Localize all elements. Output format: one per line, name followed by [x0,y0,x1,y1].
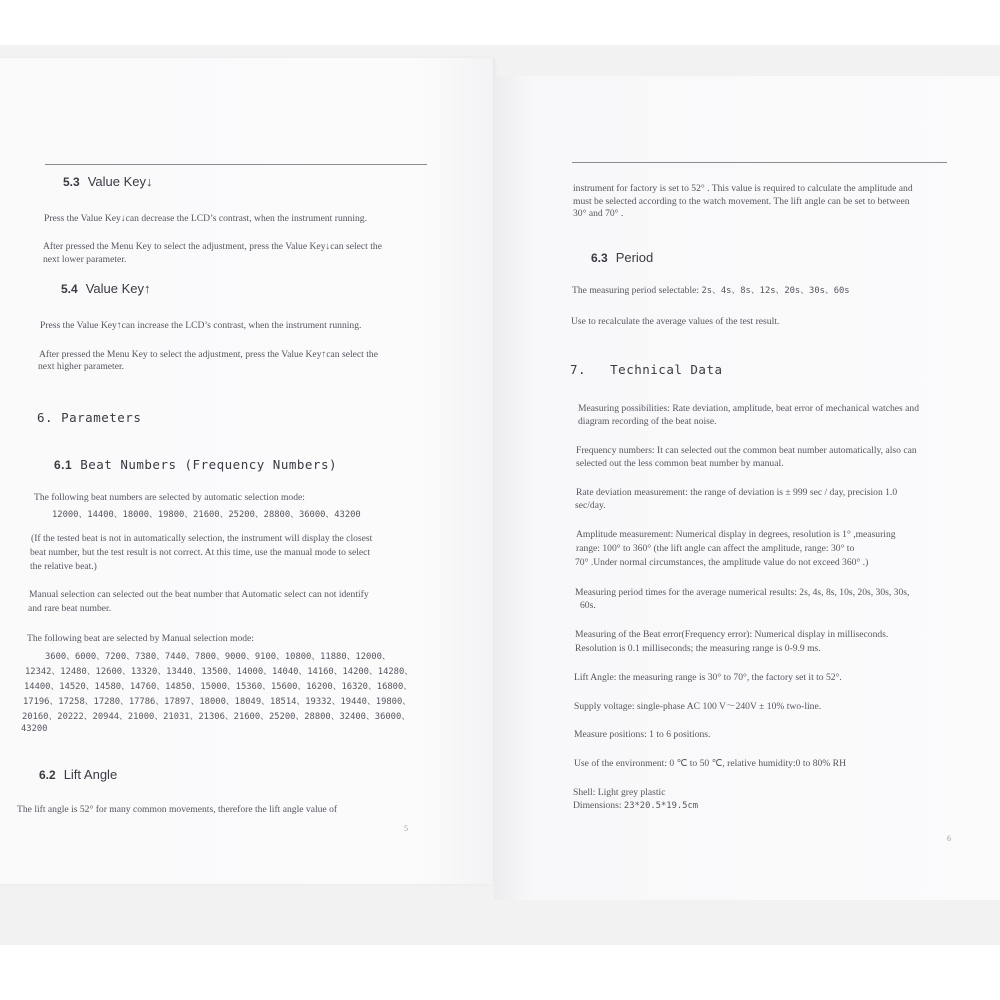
section-heading-5-3: 5.3 Value Key↓ [63,174,153,189]
section-heading-6-1: 6.1 Beat Numbers (Frequency Numbers) [54,457,338,472]
paragraph: Measuring possibilities: Rate deviation, amplitude, beat error of mechanical watches and [578,403,920,414]
dimensions-value: 23*20.5*19.5cm [623,801,699,811]
section-heading-6-3: 6.3 Period [591,250,654,265]
header-rule [45,164,427,165]
paragraph: Press the Value Key↓can decrease the LCD’s contrast, when the instrument running. [44,213,367,224]
section-heading-7: 7. Technical Data [570,362,723,377]
paragraph: Shell: Light grey plastic [573,787,666,798]
paragraph: range: 100° to 360° (the lift angle can affect the amplitude, range: 30° to [576,543,855,554]
paragraph: and rare beat number. [28,603,112,614]
paragraph: Amplitude measurement: Numerical display in degrees, resolution is 1° ,measuring [576,529,896,540]
paragraph: After pressed the Menu Key to select the adjustment, press the Value Key↓can select the [43,241,382,252]
paragraph: next higher parameter. [38,361,125,372]
section-heading-6-2: 6.2 Lift Angle [39,767,118,782]
paragraph: sec/day. [575,500,606,511]
value-list: 20160、20222、20944、21000、21031、21306、21600、25200、28800、32400、36000、 [22,712,411,722]
value-list: 17196、17258、17280、17786、17897、18000、18049、18514、19332、19440、19800、 [23,697,412,707]
paragraph: Dimensions: 23*20.5*19.5cm [573,800,699,811]
section-heading-6: 6. Parameters [37,410,142,425]
paragraph: Measure positions: 1 to 6 positions. [574,729,711,740]
paragraph: Rate deviation measurement: the range of deviation is ± 999 sec / day, precision 1.0 [576,487,898,498]
value-list: 14400、14520、14580、14760、14850、15000、15360、15600、16200、16320、16800、 [24,682,413,692]
paragraph: Manual selection can selected out the beat number that Automatic select can not identify [29,589,369,600]
left-page [0,58,493,884]
page-number: 5 [404,824,408,833]
page-number: 6 [947,834,951,843]
paragraph: diagram recording of the beat noise. [578,416,717,427]
paragraph: (If the tested beat is not in automatically selection, the instrument will display the closest [31,533,373,544]
paragraph: The measuring period selectable: 2s、4s、8s、12s、20s、30s、60s [572,285,850,296]
value-list: 12342、12480、12600、13320、13440、13500、14000、14040、14160、14200、14280、 [25,667,414,677]
paragraph: The following beat numbers are selected by automatic selection mode: [34,492,305,503]
paragraph: Lift Angle: the measuring range is 30° to 70°, the factory set it to 52°. [574,672,842,683]
paragraph: selected out the less common beat number by manual. [576,458,784,469]
header-rule [572,162,947,163]
period-values: 2s、4s、8s、12s、20s、30s、60s [701,286,850,296]
paragraph: The lift angle is 52° for many common movements, therefore the lift angle value of [17,804,338,815]
paragraph: The following beat are selected by Manual selection mode: [27,633,254,644]
paragraph: instrument for factory is set to 52° . This value is required to calculate the amplitude and [573,183,913,194]
paragraph: Resolution is 0.1 milliseconds; the measuring range is 0-9.9 ms. [575,643,821,654]
paragraph: 30° and 70° . [573,208,624,219]
paragraph: Frequency numbers: It can selected out the common beat number automatically, also can [576,445,917,456]
paragraph: Supply voltage: single-phase AC 100 V～240V ± 10% two-line. [574,701,822,712]
paragraph: next lower parameter. [43,254,127,265]
right-page [494,76,1000,900]
paragraph: the relative beat.) [30,561,97,572]
section-heading-5-4: 5.4 Value Key↑ [61,281,151,296]
paragraph: must be selected according to the watch movement. The lift angle can be set to between [573,196,910,207]
paragraph: Measuring period times for the average numerical results: 2s, 4s, 8s, 10s, 20s, 30s, 30s, [575,587,910,598]
paragraph: 70° .Under normal circumstances, the amplitude value do not exceed 360° .) [575,557,869,568]
paragraph: beat number, but the test result is not correct. At this time, use the manual mode to select [30,547,371,558]
paragraph: 60s. [580,600,596,611]
paragraph: Measuring of the Beat error(Frequency error): Numerical display in milliseconds. [575,629,889,640]
value-list: 43200 [21,724,48,734]
value-list: 3600、6000、7200、7380、7440、7800、9000、9100、10800、11880、12000、 [45,652,391,662]
paragraph: Use of the environment: 0 ℃ to 50 ℃, relative humidity:0 to 80% RH [574,758,847,769]
value-list: 12000、14400、18000、19800、21600、25200、28800、36000、43200 [52,510,361,520]
paragraph: Press the Value Key↑can increase the LCD’s contrast, when the instrument running. [40,320,362,331]
paragraph: After pressed the Menu Key to select the adjustment, press the Value Key↑can select the [39,349,378,360]
paragraph: Use to recalculate the average values of the test result. [571,316,780,327]
